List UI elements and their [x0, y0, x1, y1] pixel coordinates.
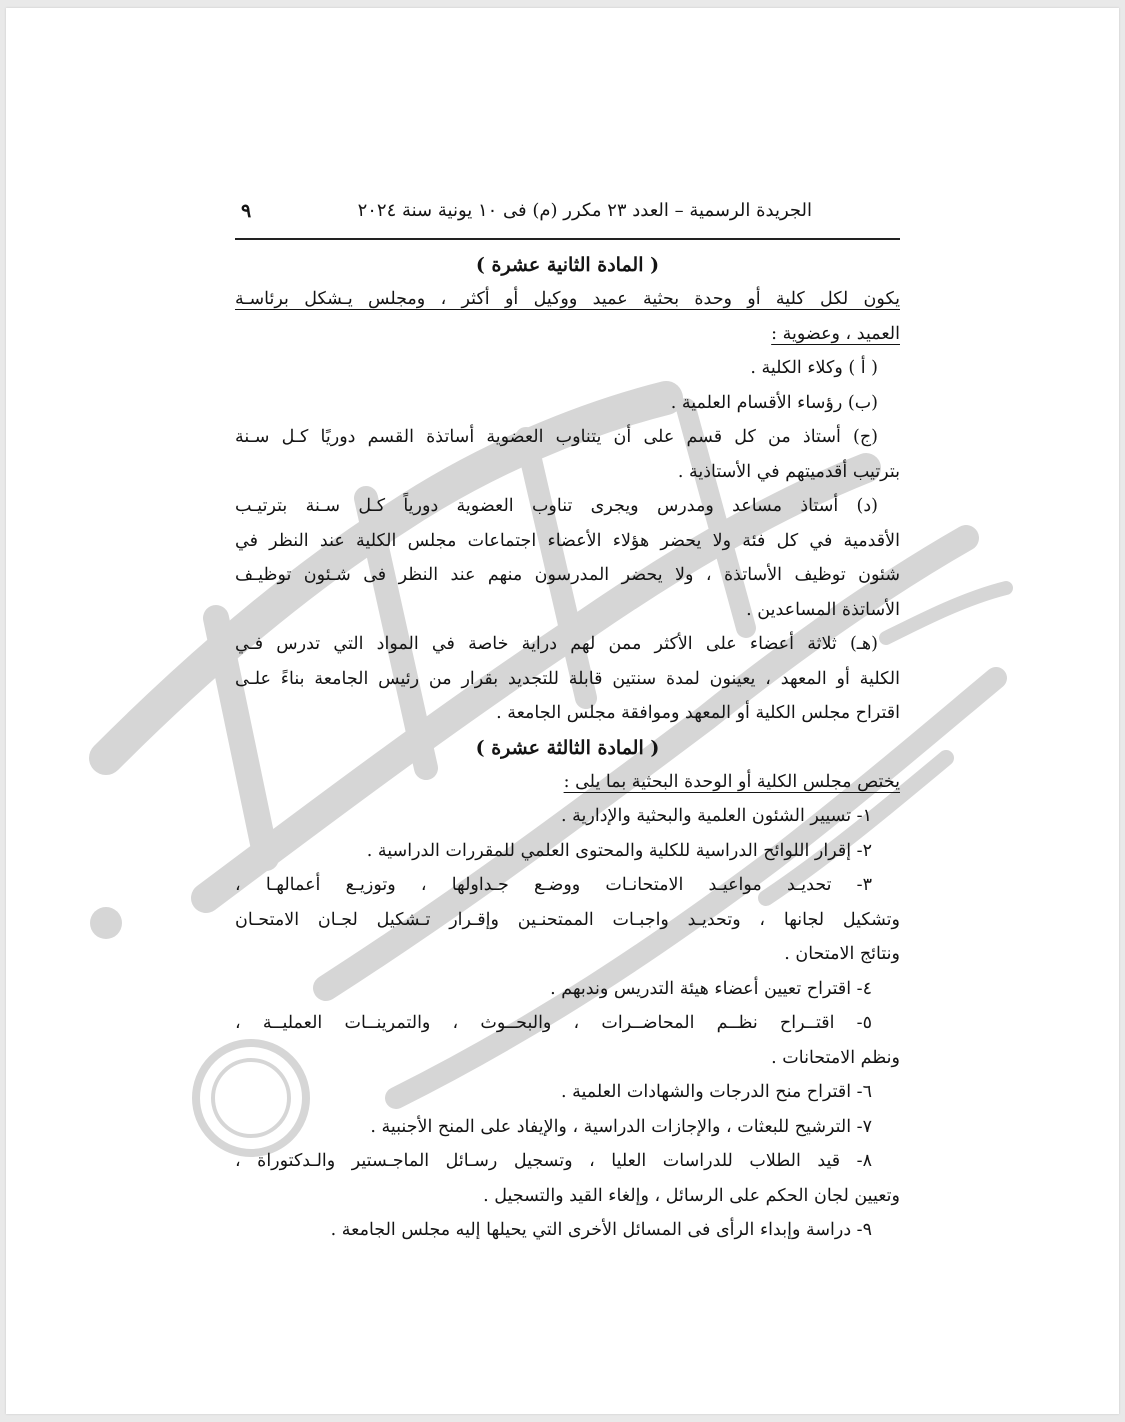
article-12-intro-line-2: العميد ، وعضوية : — [771, 323, 900, 344]
article-13-item-3-line-1: ٣- تحديـد مواعيـد الامتحانـات ووضـع جـداولها ، وتوزيـع أعمالهـا ، — [235, 875, 872, 895]
article-13-item-3-line-2: وتشكيل لجانها ، وتحديـد واجبـات الممتحنـين وإقـرار تـشكيل لجـان الامتحـان — [235, 909, 900, 930]
article-12-item-d-line-1: (د) أستاذ مساعد ومدرس ويجرى تناوب العضوية دورياً كـل سـنة بترتيـب — [235, 496, 878, 516]
article-13-item-6: ٦- اقتراح منح الدرجات والشهادات العلمية . — [561, 1082, 872, 1102]
article-12-item-d-line-4: الأساتذة المساعدين . — [746, 599, 900, 620]
article-12-item-e-line-3: اقتراح مجلس الكلية أو المعهد وموافقة مجلس الجامعة . — [496, 703, 900, 723]
article-12-item-e-line-2: الكلية أو المعهد ، يعينون لمدة سنتين قابلة للتجديد بقرار من رئيس الجامعة بناءً علـى — [235, 668, 900, 689]
article-13-item-7: ٧- الترشيح للبعثات ، والإجازات الدراسية ، والإيفاد على المنح الأجنبية . — [370, 1116, 872, 1137]
article-12-item-c-line-2: بترتيب أقدميتهم في الأستاذية . — [677, 461, 900, 482]
document-content — [235, 194, 900, 1248]
article-12-item-a: ( أ ) وكلاء الكلية . — [750, 358, 878, 378]
article-12-title: ( المادة الثانية عشرة ) — [475, 254, 660, 276]
page-number: ٩ — [241, 200, 252, 222]
article-12 — [235, 248, 900, 731]
gazette-header — [235, 194, 900, 240]
article-12-item-b: (ب) رؤساء الأقسام العلمية . — [670, 392, 878, 413]
article-13-item-4: ٤- اقتراح تعيين أعضاء هيئة التدريس وندبهم . — [550, 978, 872, 999]
article-13-item-3-line-3: ونتائج الامتحان . — [784, 944, 900, 964]
article-13-item-2: ٢- إقرار اللوائح الدراسية للكلية والمحتوى العلمي للمقررات الدراسية . — [366, 840, 872, 861]
article-12-item-d-line-3: شئون توظيف الأساتذة ، ولا يحضر المدرسون منهم عند النظر فى شـئون توظيـف — [235, 565, 900, 585]
article-13-item-9: ٩- دراسة وإبداء الرأى فى المسائل الأخرى التي يحيلها إليه مجلس الجامعة . — [330, 1220, 872, 1240]
article-12-intro-line-1: يكون لكل كلية أو وحدة بحثية عميد ووكيل أو أكثر ، ومجلس يـشكل برئاسـة — [235, 289, 900, 309]
article-12-item-e-line-1: (هـ) ثلاثة أعضاء على الأكثر ممن لهم دراية خاصة في المواد التي تدرس فـي — [235, 634, 878, 654]
article-13-item-5-line-2: ونظم الامتحانات . — [771, 1047, 900, 1068]
document-page — [6, 8, 1119, 1414]
article-13-item-1: ١- تسيير الشئون العلمية والبحثية والإدارية . — [561, 806, 872, 826]
gazette-title: الجريدة الرسمية – العدد ٢٣ مكرر (م) فى ١٠ يونية سنة ٢٠٢٤ — [357, 200, 812, 221]
article-13-intro: يختص مجلس الكلية أو الوحدة البحثية بما يلى : — [563, 771, 900, 792]
article-13 — [235, 731, 900, 1248]
article-13-item-5-line-1: ٥- اقتــراح نظــم المحاضــرات ، والبحــوث ، والتمرينــات العمليــة ، — [235, 1013, 872, 1033]
article-12-item-c-line-1: (ج) أستاذ من كل قسم على أن يتناوب العضوية أساتذة القسم دوريًا كـل سـنة — [235, 427, 878, 447]
article-13-title: ( المادة الثالثة عشرة ) — [475, 736, 660, 759]
article-13-item-8-line-2: وتعيين لجان الحكم على الرسائل ، وإلغاء القيد والتسجيل . — [483, 1185, 900, 1206]
article-13-item-8-line-1: ٨- قيد الطلاب للدراسات العليا ، وتسجيل رسـائل الماجـستير والـدكتوراة ، — [235, 1151, 872, 1171]
article-12-item-d-line-2: الأقدمية في كل فئة ولا يحضر هؤلاء الأعضاء اجتماعات مجلس الكلية عند النظر في — [235, 530, 900, 551]
